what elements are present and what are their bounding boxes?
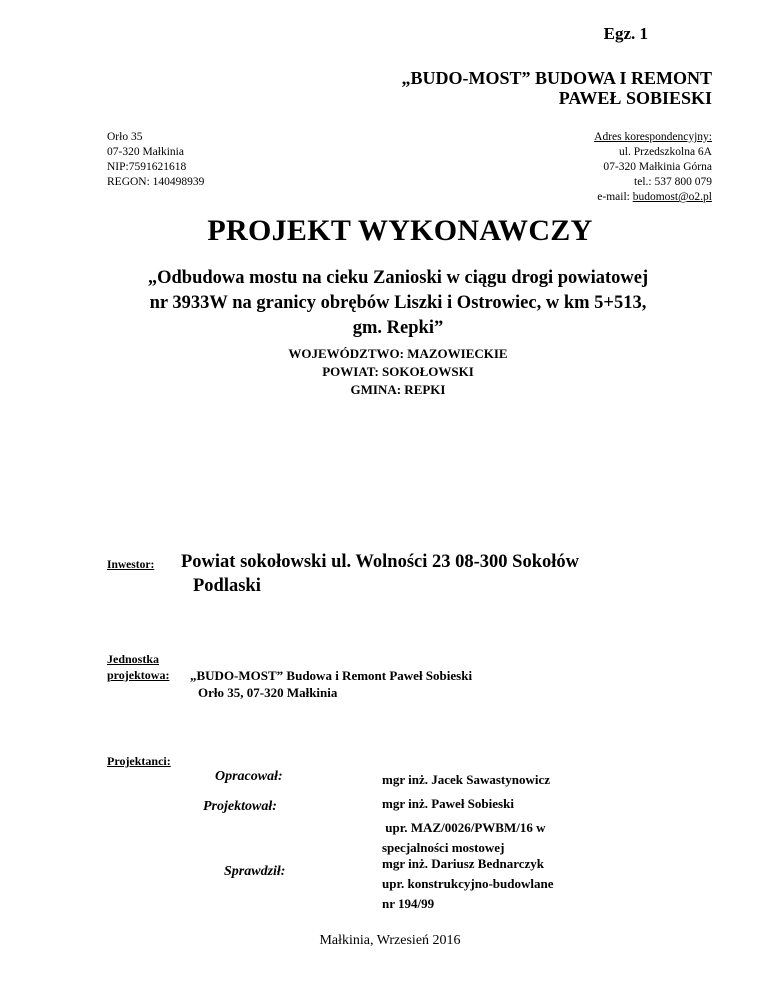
prepared-role: Opracował: [215,769,283,784]
designed-name: mgr inż. Paweł Sobieski [382,796,514,811]
correspondence-city: 07-320 Małkinia Górna [603,161,712,173]
investor-details [181,550,651,598]
designed-role: Projektował: [203,799,277,814]
subject-line-1: „Odbudowa mostu na cieku Zanioski w ciągu drogi powiatowej [147,268,649,288]
company-postal-city: 07-320 Małkinia [107,146,184,158]
email-prefix: e-mail: [597,191,633,203]
investor-label: Inwestor: [107,559,155,571]
commune: GMINA: REPKI [350,382,446,397]
investor-line-1: Powiat sokołowski ul. Wolności 23 08-300 Sokołów [181,552,579,572]
voivodeship: WOJEWÓDZTWO: MAZOWIECKIE [288,346,508,361]
investor-line-2: Podlaski [193,576,261,596]
document-title: PROJEKT WYKONAWCZY [207,214,593,247]
correspondence-street: ul. Przedszkolna 6A [619,146,712,158]
company-owner: PAWEŁ SOBIESKI [558,88,712,108]
prepared-name: mgr inż. Jacek Sawastynowicz [382,772,551,787]
checked-license-2: nr 194/99 [382,896,435,911]
county: POWIAT: SOKOŁOWSKI [322,364,474,379]
design-unit-label-line-2: projektowa: [107,668,170,682]
design-unit-name: „BUDO-MOST” Budowa i Remont Paweł Sobieski [190,668,473,683]
project-subject [100,266,696,341]
correspondence-label: Adres korespondencyjny: [594,131,712,143]
administrative-region [100,345,696,399]
company-regon: REGON: 140498939 [107,176,205,188]
company-address: Orło 35 [107,131,143,143]
company-name: „BUDO-MOST” BUDOWA I REMONT [401,68,712,88]
correspondence-address-block [594,130,712,205]
correspondence-phone: tel.: 537 800 079 [634,176,712,188]
checked-name: mgr inż. Dariusz Bednarczyk [382,856,545,871]
checked-name-block [382,854,553,914]
designed-name-block [382,794,545,858]
design-unit-address: Orło 35, 07-320 Małkinia [198,685,338,700]
design-unit-label [107,651,169,683]
place-date: Małkinia, Wrzesień 2016 [319,933,461,948]
correspondence-email-line [594,190,712,205]
email-link[interactable]: budomost@o2.pl [632,191,712,203]
copy-number: Egz. 1 [603,24,648,43]
company-nip: NIP:7591621618 [107,161,187,173]
checked-role: Sprawdził: [224,864,286,879]
designers-label: Projektanci: [107,754,171,768]
company-header [401,68,712,108]
design-unit-label-line-1: Jednostka [107,652,160,666]
company-registration-block [107,130,204,190]
designed-license-1: upr. MAZ/0026/PWBM/16 w [382,820,546,835]
design-unit-details [190,667,472,701]
checked-license-1: upr. konstrukcyjno-budowlane [382,876,554,891]
subject-line-3: gm. Repki” [352,318,444,338]
subject-line-2: nr 3933W na granicy obrębów Liszki i Ostrowiec, w km 5+513, [149,293,647,313]
designed-license-2: specjalności mostowej [382,840,505,855]
